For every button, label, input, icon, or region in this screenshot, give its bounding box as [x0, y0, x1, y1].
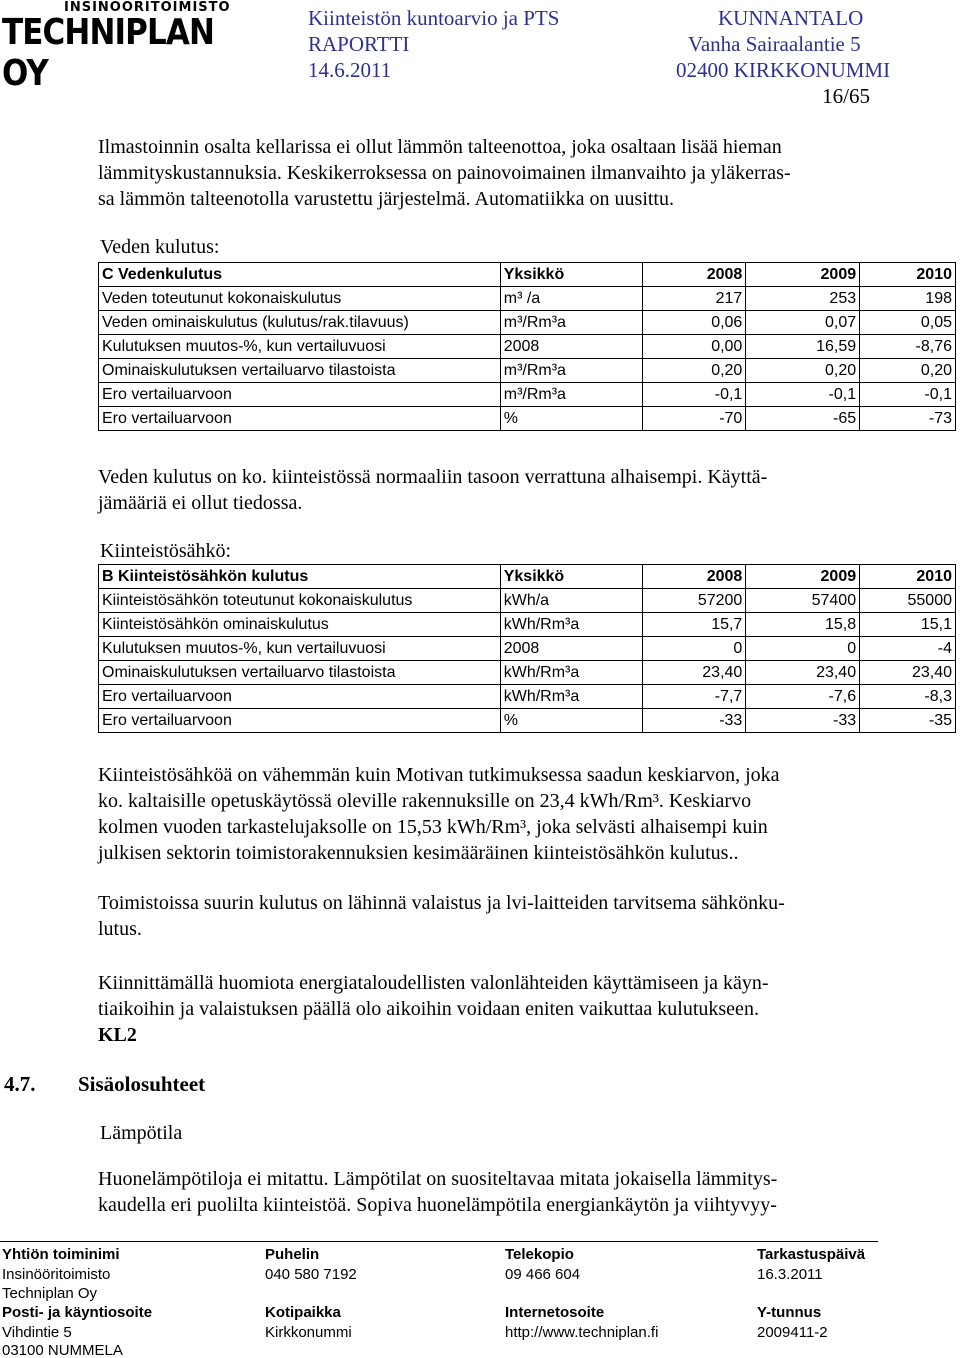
table-row: [99, 407, 956, 431]
table-cell: 16,59: [746, 335, 860, 359]
table-cell: -7,7: [642, 685, 746, 709]
table-cell: Veden toteutunut kokonaiskulutus: [99, 287, 501, 311]
table-cell: 253: [746, 287, 860, 311]
page-number: 16/65: [822, 84, 870, 108]
table-cell: 198: [860, 287, 956, 311]
text-line: Toimistoissa suurin kulutus on lähinnä valaistus ja lvi-laitteiden tarvitsema sähkönku-: [98, 892, 785, 914]
table-cell: 23,40: [642, 661, 746, 685]
table-row: [99, 613, 956, 637]
table-cell: 57200: [642, 589, 746, 613]
table-cell: 217: [642, 287, 746, 311]
phone-label: Puhelin: [265, 1246, 320, 1263]
report-title: Kiinteistön kuntoarvio ja PTS: [308, 6, 560, 30]
table-cell: 2008: [500, 335, 642, 359]
kl-code: KL2: [98, 1024, 137, 1046]
company-line1: Insinööritoimisto: [2, 1266, 111, 1283]
table-cell: 23,40: [860, 661, 956, 685]
table-cell: 15,1: [860, 613, 956, 637]
lighting-paragraph: [98, 970, 769, 1048]
table-row: [99, 589, 956, 613]
water-note: [98, 464, 767, 516]
table-cell: m³/Rm³a: [500, 383, 642, 407]
table-cell: 0,05: [860, 311, 956, 335]
table-cell: -8,76: [860, 335, 956, 359]
header-cell: B Kiinteistösähkön kulutus: [99, 565, 501, 589]
header-cell: Yksikkö: [500, 263, 642, 287]
company-logo: [2, 0, 278, 94]
text-line: Kiinteistösähköä on vähemmän kuin Motivan tutkimuksessa saadun keskiarvon, joka: [98, 764, 780, 786]
web-label: Internetosoite: [505, 1304, 605, 1321]
table-cell: Ero vertailuarvoon: [99, 383, 501, 407]
domicile-label: Kotipaikka: [265, 1304, 341, 1321]
text-line: Kiinnittämällä huomiota energiataloudellisten valonlähteiden käyttämiseen ja käyn-: [98, 972, 769, 994]
building-postal: 02400 KIRKKONUMMI: [676, 58, 891, 82]
phone-value: 040 580 7192: [265, 1266, 357, 1283]
company-line2: Techniplan Oy: [2, 1285, 98, 1302]
electricity-note: [98, 762, 780, 866]
text-line: tiaikoihin ja valaistuksen päällä olo aikoihin voidaan eniten vaikuttaa kulutukseen.: [98, 998, 759, 1020]
table-cell: %: [500, 709, 642, 733]
table-row: [99, 661, 956, 685]
report-type: RAPORTTI: [308, 32, 410, 56]
table-cell: -33: [642, 709, 746, 733]
report-date: 14.6.2011: [308, 58, 392, 82]
section-number: 4.7.: [4, 1072, 36, 1096]
table-cell: Ero vertailuarvoon: [99, 407, 501, 431]
table-cell: -4: [860, 637, 956, 661]
table-cell: -33: [746, 709, 860, 733]
table-cell: 2008: [500, 637, 642, 661]
address-line1: Vihdintie 5: [2, 1324, 72, 1341]
table-cell: -7,6: [746, 685, 860, 709]
intro-paragraph: [98, 134, 791, 212]
company-label: Yhtiön toiminimi: [2, 1246, 120, 1263]
logo-tagline: INSINÖÖRITOIMISTO: [64, 0, 231, 15]
table-cell: 0,20: [860, 359, 956, 383]
ytunnus-label: Y-tunnus: [757, 1304, 822, 1321]
text-line: Ilmastoinnin osalta kellarissa ei ollut lämmön talteenottoa, joka osaltaan lisää hieman: [98, 136, 782, 158]
table-cell: 0,06: [642, 311, 746, 335]
table-cell: Kulutuksen muutos-%, kun vertailuvuosi: [99, 335, 501, 359]
table-cell: -73: [860, 407, 956, 431]
text-line: lutus.: [98, 918, 142, 940]
table-cell: Ominaiskulutuksen vertailuarvo tilastoista: [99, 359, 501, 383]
table-cell: 15,8: [746, 613, 860, 637]
table-cell: kWh/Rm³a: [500, 661, 642, 685]
table-cell: -0,1: [860, 383, 956, 407]
table-cell: 23,40: [746, 661, 860, 685]
water-label: Veden kulutus:: [100, 236, 220, 258]
text-line: jämääriä ei ollut tiedossa.: [98, 492, 303, 514]
table-cell: -0,1: [642, 383, 746, 407]
text-line: Veden kulutus on ko. kiinteistössä normaaliin tasoon verrattuna alhaisempi. Käyttä-: [98, 466, 768, 488]
electricity-table: [98, 564, 956, 733]
section-title: Sisäolosuhteet: [78, 1072, 206, 1096]
header-cell: Yksikkö: [500, 565, 642, 589]
header-cell: 2010: [860, 565, 956, 589]
table-cell: -35: [860, 709, 956, 733]
table-row: [99, 383, 956, 407]
web-link[interactable]: http://www.techniplan.fi: [505, 1324, 659, 1341]
offices-paragraph: [98, 890, 785, 942]
table-row: [99, 311, 956, 335]
text-line: ko. kaltaisille opetuskäytössä oleville rakennuksille on 23,4 kWh/Rm³. Keskiarvo: [98, 790, 752, 812]
table-cell: Ominaiskulutuksen vertailuarvo tilastoista: [99, 661, 501, 685]
table-cell: 0: [746, 637, 860, 661]
subsection-heading: Lämpötila: [100, 1122, 183, 1144]
water-table: [98, 262, 956, 431]
table-cell: 0,00: [642, 335, 746, 359]
header-cell: 2008: [642, 565, 746, 589]
text-line: julkisen sektorin toimistorakennuksien kesimääräinen kiinteistösähkön kulutus..: [98, 842, 739, 864]
table-row: [99, 335, 956, 359]
text-line: Huonelämpötiloja ei mitattu. Lämpötilat on suositeltavaa mitata jokaisella lämmitys-: [98, 1168, 778, 1190]
table-cell: -8,3: [860, 685, 956, 709]
table-cell: Ero vertailuarvoon: [99, 685, 501, 709]
building-street: Vanha Sairaalantie 5: [688, 32, 861, 56]
table-row: [99, 637, 956, 661]
date-label: Tarkastuspäivä: [757, 1246, 866, 1263]
date-value: 16.3.2011: [757, 1266, 823, 1283]
table-row: [99, 685, 956, 709]
table-cell: Veden ominaiskulutus (kulutus/rak.tilavuus): [99, 311, 501, 335]
table-cell: 0,07: [746, 311, 860, 335]
header-cell: 2008: [642, 263, 746, 287]
address-line2: 03100 NUMMELA: [2, 1342, 123, 1358]
header-cell: 2009: [746, 263, 860, 287]
table-cell: -65: [746, 407, 860, 431]
header-cell: 2010: [860, 263, 956, 287]
table-cell: %: [500, 407, 642, 431]
header-cell: 2009: [746, 565, 860, 589]
text-line: sa lämmön talteenotolla varustettu järjestelmä. Automatiikka on uusittu.: [98, 188, 674, 210]
building-name: KUNNANTALO: [718, 6, 864, 30]
table-cell: 0: [642, 637, 746, 661]
table-cell: Kiinteistösähkön ominaiskulutus: [99, 613, 501, 637]
text-line: kolmen vuoden tarkastelujaksolle on 15,53 kWh/Rm³, joka selvästi alhaisempi kuin: [98, 816, 768, 838]
fax-value: 09 466 604: [505, 1266, 581, 1283]
table-header-row: [99, 263, 956, 287]
ytunnus-value: 2009411-2: [757, 1324, 828, 1341]
table-row: [99, 709, 956, 733]
table-cell: kWh/Rm³a: [500, 613, 642, 637]
table-cell: 0,20: [746, 359, 860, 383]
table-cell: m³/Rm³a: [500, 311, 642, 335]
table-cell: m³/Rm³a: [500, 359, 642, 383]
temperature-paragraph: [98, 1166, 777, 1218]
table-cell: kWh/a: [500, 589, 642, 613]
table-header-row: [99, 565, 956, 589]
table-cell: 15,7: [642, 613, 746, 637]
table-cell: 55000: [860, 589, 956, 613]
fax-label: Telekopio: [505, 1246, 574, 1263]
table-cell: 57400: [746, 589, 860, 613]
address-label: Posti- ja käyntiosoite: [2, 1304, 153, 1321]
footer-divider: [0, 1241, 878, 1242]
table-row: [99, 359, 956, 383]
table-cell: kWh/Rm³a: [500, 685, 642, 709]
text-line: kaudella eri puolilta kiinteistöä. Sopiva huonelämpötila energiankäytön ja viihtyvyy-: [98, 1194, 777, 1216]
table-cell: Ero vertailuarvoon: [99, 709, 501, 733]
logo-name: TECHNIPLAN OY: [2, 12, 215, 94]
table-cell: 0,20: [642, 359, 746, 383]
domicile-value: Kirkkonummi: [265, 1324, 352, 1341]
section-heading: [4, 1072, 205, 1097]
table-cell: Kiinteistösähkön toteutunut kokonaiskulutus: [99, 589, 501, 613]
table-cell: -0,1: [746, 383, 860, 407]
electricity-label: Kiinteistösähkö:: [100, 540, 232, 562]
header-cell: C Vedenkulutus: [99, 263, 501, 287]
table-row: [99, 287, 956, 311]
table-cell: -70: [642, 407, 746, 431]
table-cell: m³ /a: [500, 287, 642, 311]
text-line: lämmityskustannuksia. Keskikerroksessa on painovoimainen ilmanvaihto ja yläkerras-: [98, 162, 791, 184]
table-cell: Kulutuksen muutos-%, kun vertailuvuosi: [99, 637, 501, 661]
